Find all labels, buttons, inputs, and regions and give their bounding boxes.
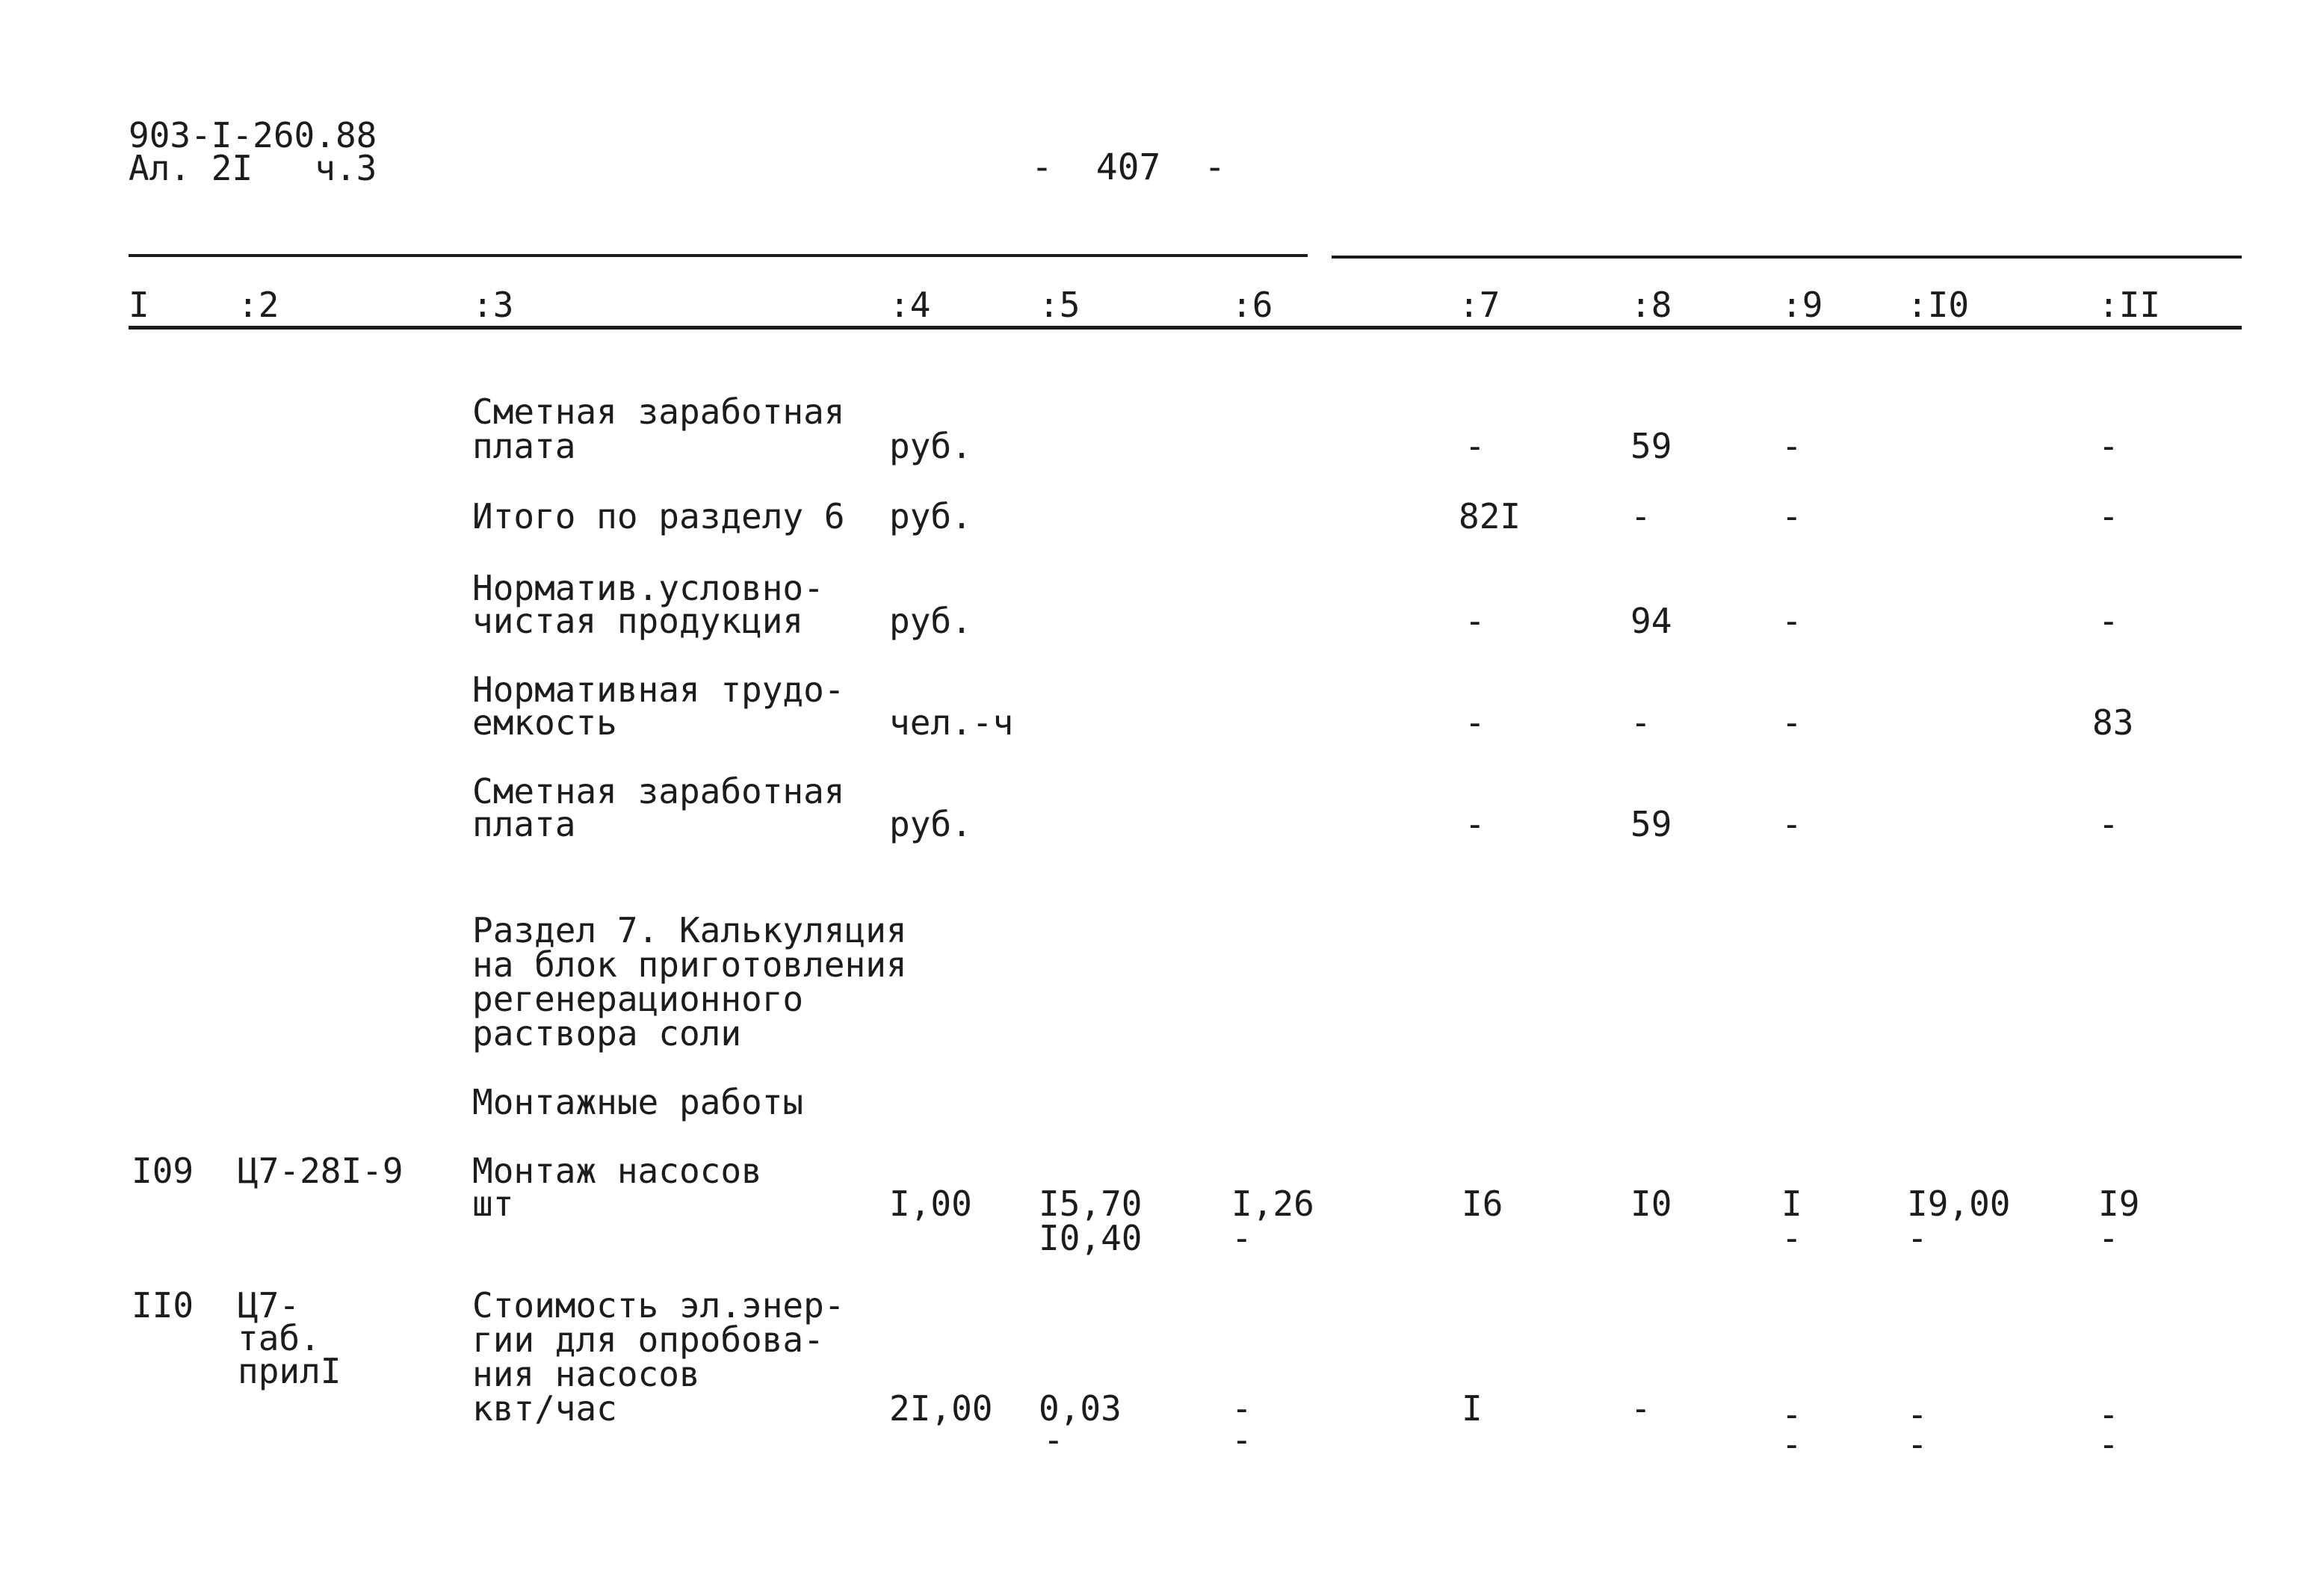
sheet-reference: Ал. 2I ч.3 (129, 148, 377, 188)
row-col8: 59 (1630, 804, 1672, 844)
item-col9-line2: - (1781, 1424, 1802, 1464)
column-header-9: :9 (1781, 285, 1823, 325)
item-col10-line1: - (1907, 1394, 1928, 1435)
item-col6-line1: I,26 (1231, 1184, 1314, 1224)
item-col10-line2: - (1907, 1218, 1928, 1258)
row-col7: - (1465, 804, 1486, 844)
column-header-8: :8 (1630, 285, 1672, 325)
item-col11-line2: - (2098, 1424, 2119, 1464)
row-col11: - (2098, 601, 2119, 641)
item-col11-line1: I9 (2098, 1184, 2140, 1224)
row-col11: 83 (2092, 702, 2134, 743)
row-col8: 94 (1630, 601, 1672, 641)
item-col7: I (1462, 1388, 1483, 1429)
row-name-line: чистая продукция (472, 601, 804, 641)
column-header-10: :I0 (1907, 285, 1970, 325)
section-title-line: на блок приготовления (472, 944, 907, 985)
row-unit: руб. (889, 601, 972, 641)
row-name-line: плата (472, 426, 576, 466)
row-name-line: плата (472, 804, 576, 844)
item-code-line: прилI (238, 1351, 341, 1391)
item-code: Ц7-28I-9 (238, 1151, 404, 1191)
row-unit: руб. (889, 804, 972, 844)
column-header-4: :4 (889, 285, 931, 325)
item-col5-line2: I0,40 (1039, 1218, 1143, 1258)
top-rule-right (1332, 256, 2242, 259)
row-unit: руб. (889, 426, 972, 466)
row-col9: - (1781, 804, 1802, 844)
column-header-11: :II (2098, 285, 2161, 325)
row-col8: - (1630, 702, 1651, 743)
item-code-line: таб. (238, 1318, 321, 1358)
item-number: II0 (132, 1285, 194, 1326)
row-col11: - (2098, 426, 2119, 466)
item-number: I09 (132, 1151, 194, 1191)
item-name-line: Стоимость эл.энер- (472, 1285, 845, 1326)
row-col11: - (2098, 804, 2119, 844)
row-name-line: Сметная заработная (472, 392, 845, 432)
item-col5-line1: 0,03 (1039, 1388, 1122, 1429)
item-col7: I6 (1462, 1184, 1503, 1224)
row-name-line: Нормативная трудо- (472, 669, 845, 710)
item-col8: - (1630, 1388, 1651, 1429)
item-col6-line1: - (1231, 1388, 1252, 1429)
item-col9-line1: - (1781, 1394, 1802, 1435)
column-header-2: :2 (238, 285, 279, 325)
row-col8: 59 (1630, 426, 1672, 466)
document-code: 903-I-260.88 (129, 115, 377, 155)
page-number: - 407 - (1031, 146, 1226, 188)
row-col7: - (1465, 702, 1486, 743)
row-col9: - (1781, 426, 1802, 466)
item-col9-line1: I (1781, 1184, 1802, 1224)
row-col8: - (1630, 496, 1651, 536)
column-header-6: :6 (1231, 285, 1273, 325)
column-header-7: :7 (1459, 285, 1500, 325)
item-name-line: Монтаж насосов (472, 1151, 762, 1191)
item-name-line: ния насосов (472, 1354, 700, 1394)
top-rule-left (129, 254, 1308, 257)
row-col9: - (1781, 702, 1802, 743)
row-unit: чел.-ч (889, 702, 1014, 743)
row-name-line: емкость (472, 702, 617, 743)
item-col6-line2: - (1231, 1420, 1252, 1460)
item-col5-line2: - (1043, 1420, 1064, 1460)
section-title-line: регенерационного (472, 979, 804, 1019)
item-quantity: I,00 (889, 1184, 972, 1224)
item-code-line: Ц7- (238, 1285, 300, 1326)
section-title-line: раствора соли (472, 1013, 742, 1054)
column-header-5: :5 (1039, 285, 1081, 325)
item-col6-line2: - (1231, 1218, 1252, 1258)
row-col9: - (1781, 496, 1802, 536)
item-col5-line1: I5,70 (1039, 1184, 1143, 1224)
header-rule (129, 326, 2242, 330)
row-unit: руб. (889, 496, 972, 536)
row-name-line: Норматив.условно- (472, 568, 824, 608)
row-name-line: Итого по разделу 6 (472, 496, 845, 536)
row-col9: - (1781, 601, 1802, 641)
section-subheading: Монтажные работы (472, 1082, 804, 1122)
item-col10-line2: - (1907, 1424, 1928, 1464)
section-title-line: Раздел 7. Калькуляция (472, 910, 907, 950)
column-header-3: :3 (472, 285, 514, 325)
item-name-line: квт/час (472, 1388, 617, 1429)
row-col7: - (1465, 601, 1486, 641)
row-name-line: Сметная заработная (472, 771, 845, 811)
item-name-line: шт (472, 1184, 514, 1224)
row-col11: - (2098, 496, 2119, 536)
column-header-1: I (129, 285, 149, 325)
item-col11-line1: - (2098, 1394, 2119, 1435)
item-col8: I0 (1630, 1184, 1672, 1224)
row-col7: - (1465, 426, 1486, 466)
item-col11-line2: - (2098, 1218, 2119, 1258)
item-name-line: гии для опробова- (472, 1320, 824, 1360)
item-quantity: 2I,00 (889, 1388, 993, 1429)
item-col9-line2: - (1781, 1218, 1802, 1258)
item-col10-line1: I9,00 (1907, 1184, 2011, 1224)
row-col7: 82I (1459, 496, 1521, 536)
